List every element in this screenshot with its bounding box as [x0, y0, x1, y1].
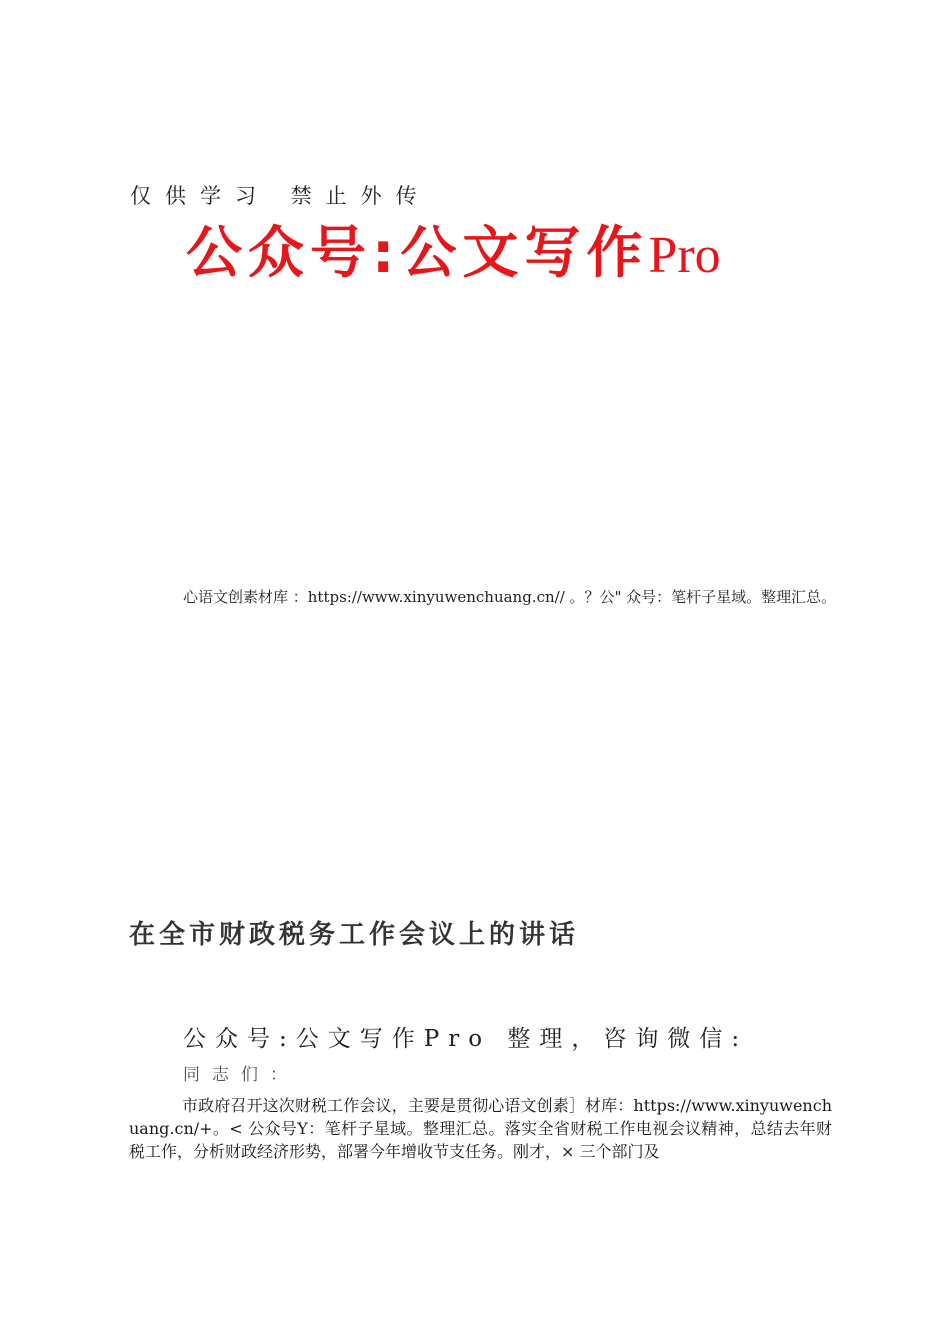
- salutation: 同志们：: [183, 1065, 299, 1085]
- document-title: 在全市财政税务工作会议上的讲话: [129, 920, 580, 950]
- banner-title-pro: Pro: [648, 227, 721, 284]
- notice-text: 仅供学习 禁止外传: [130, 184, 431, 208]
- banner-title-chinese: 公众号:公文写作: [186, 221, 649, 286]
- document-subtitle: 公众号:公文写作Pro 整理，咨询微信:: [183, 1026, 749, 1052]
- body-paragraph: 市政府召开这次财税工作会议，主要是贯彻心语文创素］材库：https://www.xinyuwenchuang.cn/+。< 公众号Y：笔杆子星域。整理汇总。落实全省财税工作电视会议精神，总结去年财税工作，分析财政经济形势，部署今年增收节支任务。刚才，× 三个部门及: [129, 1096, 832, 1161]
- source-attribution: 心语文创素材库 ：https://www.xinyuwenchuang.cn// 。？公" 众号：笔杆子星域。整理汇总。: [183, 588, 837, 606]
- banner-title: [186, 221, 721, 286]
